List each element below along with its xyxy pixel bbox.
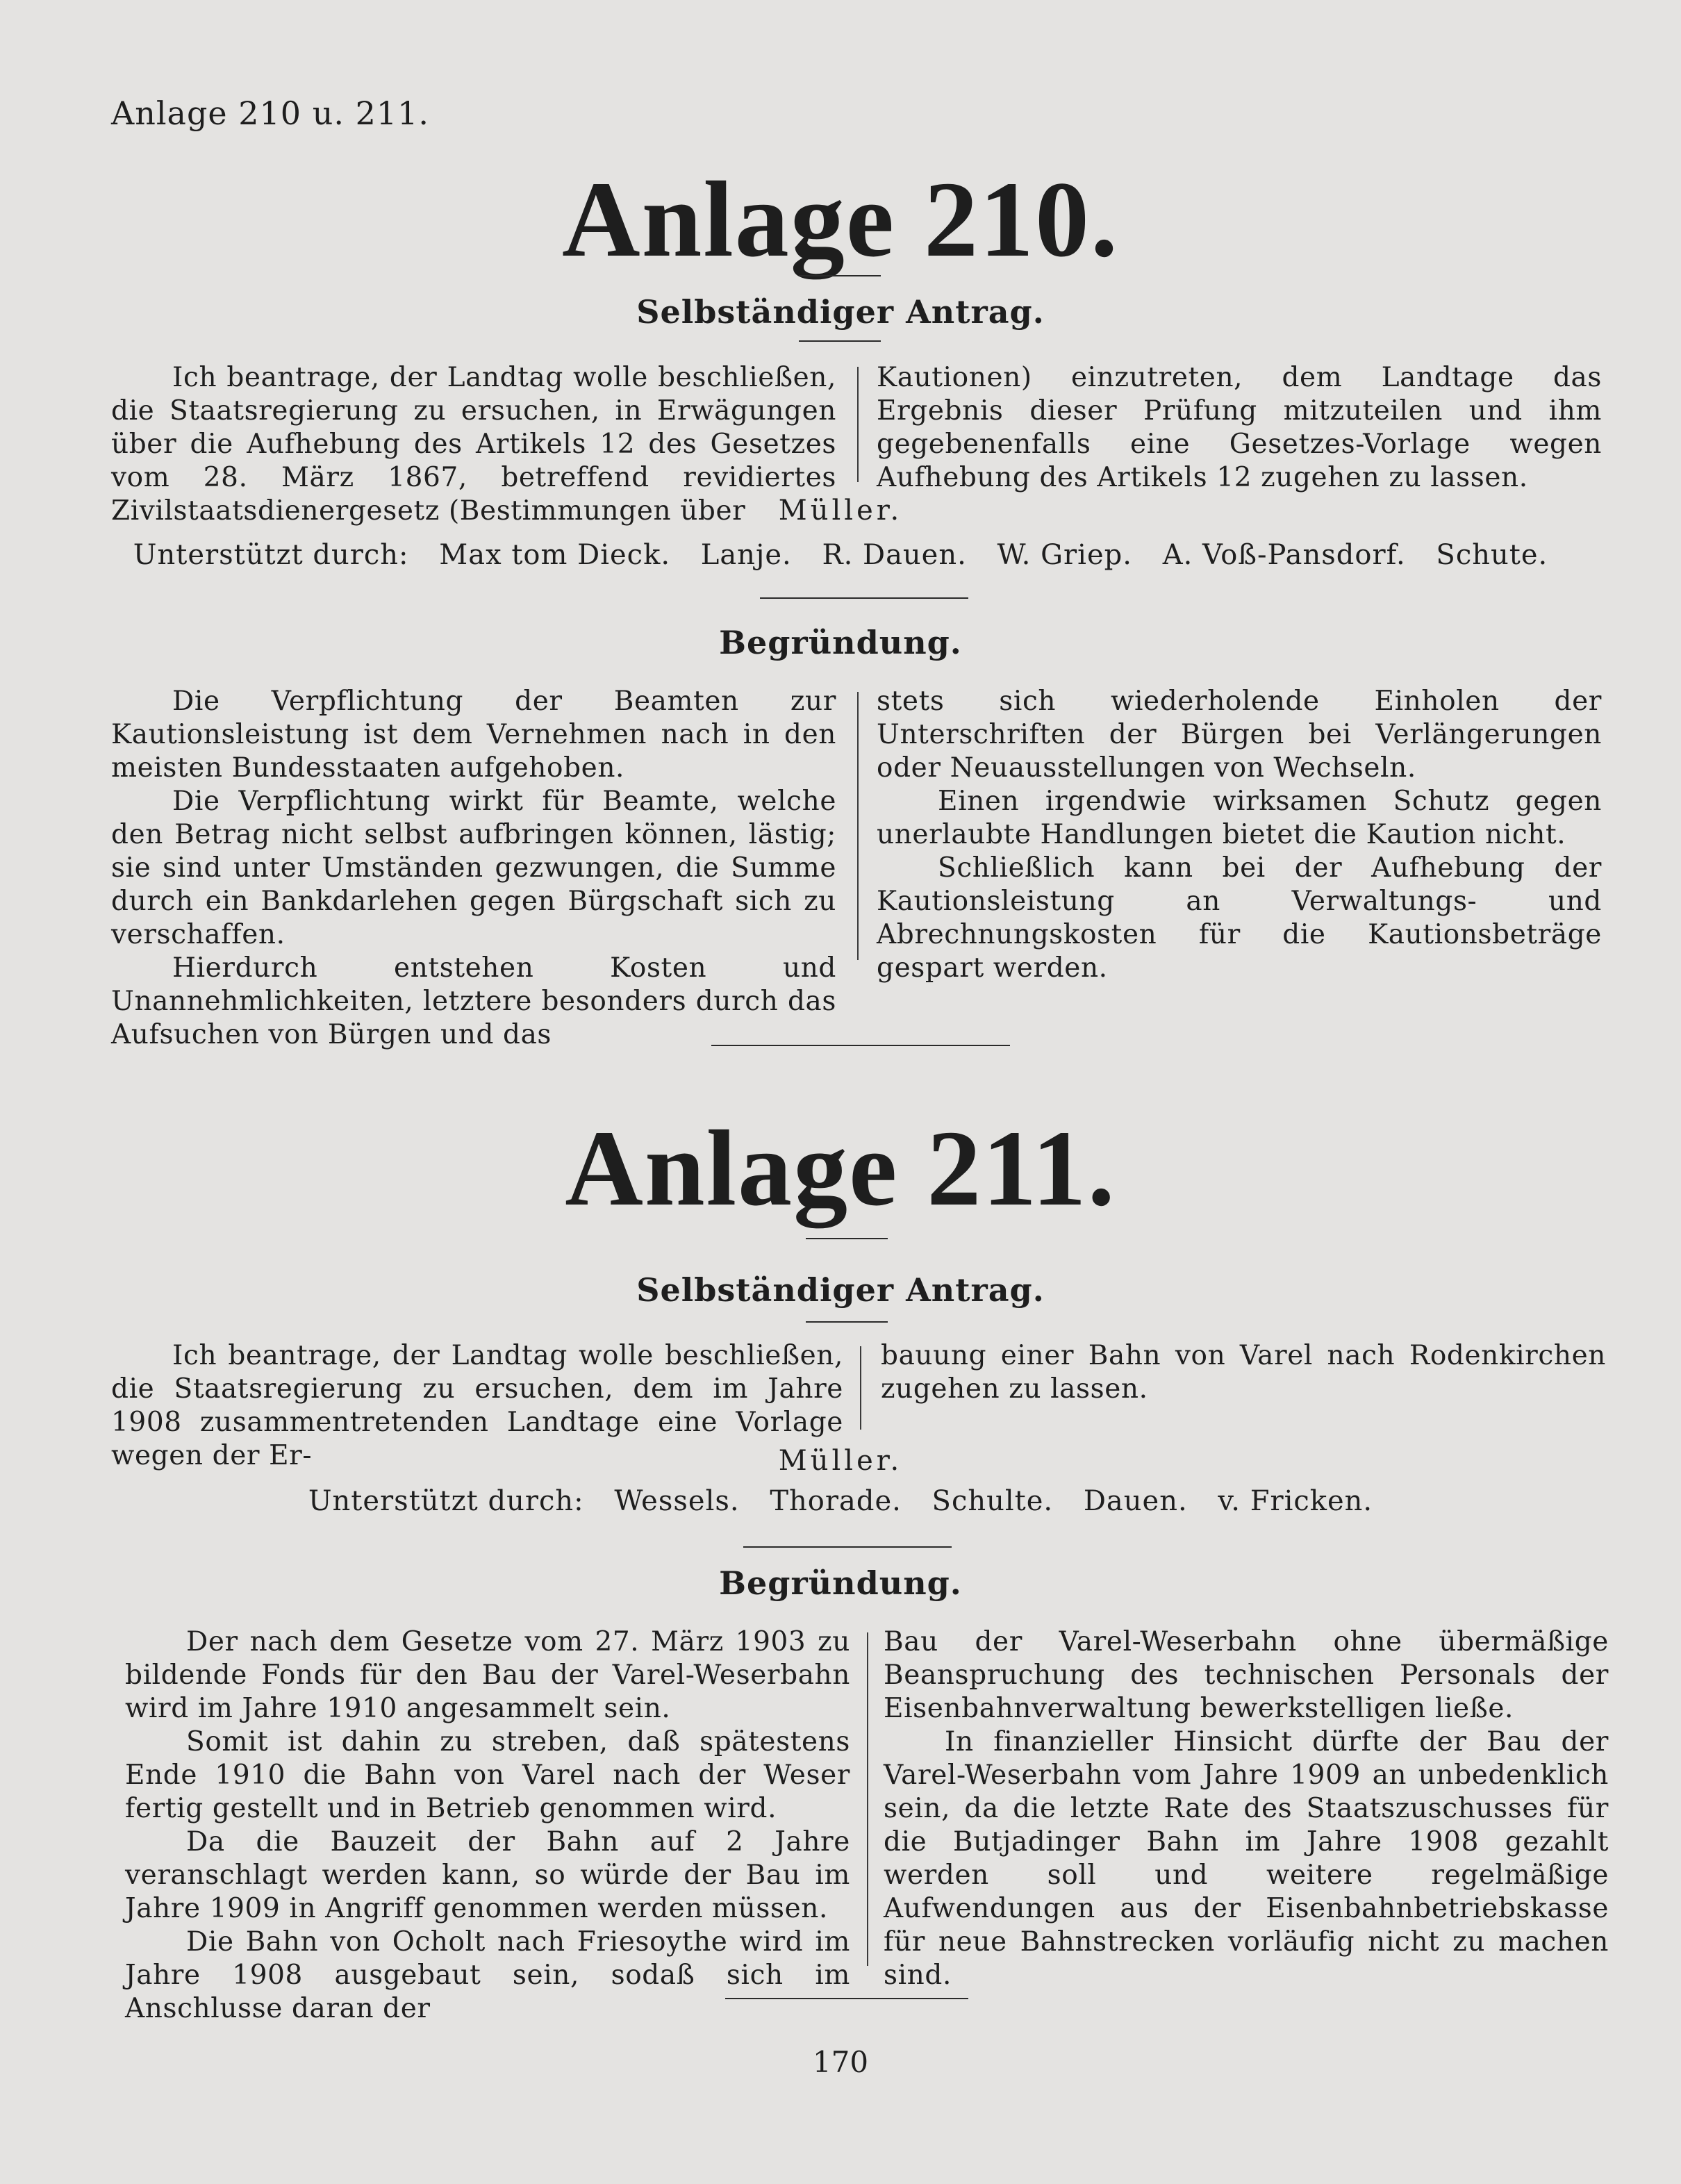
running-header: Anlage 210 u. 211. bbox=[111, 94, 429, 132]
anlage-210-reason-left bbox=[111, 685, 836, 1052]
page-number: 170 bbox=[812, 2045, 869, 2079]
reason-paragraph: Bau der Varel-Weserbahn ohne übermäßige Beanspruchung des technischen Personals der Eisenbahnverwaltung bewerkstelligen ließe. bbox=[884, 1626, 1609, 1724]
reason-paragraph: Die Verpflichtung wirkt für Beamte, welche den Betrag nicht selbst aufbringen können, lästig; sie sind unter Umständen gezwungen, die Summe durch ein Bankdarlehen gegen Bürgschaft sich zu verschaffen. bbox=[111, 786, 836, 950]
reason-paragraph: Hierdurch entstehen Kosten und Unannehmlichkeiten, letztere besonders durch das Aufsuchen von Bürgen und das bbox=[111, 952, 836, 1050]
anlage-211-signer: Müller. bbox=[778, 1445, 903, 1477]
motion-text: Ich beantrage, der Landtag wolle beschließen, die Staatsregierung zu ersuchen, in Erwägungen über die Aufhebung des Artikels 12 des Gesetzes vom 28. März 1867, betreffend revidiertes Zivilstaatsdienergesetz (Bestimmungen über bbox=[111, 362, 836, 527]
section-rule bbox=[760, 597, 968, 599]
reason-paragraph: stets sich wiederholende Einholen der Unterschriften der Bürgen bei Verlängerungen oder Neuausstellungen von Wechseln. bbox=[877, 686, 1602, 784]
supporter: Thorade. bbox=[770, 1485, 902, 1517]
anlage-210-subtitle: Selbständiger Antrag. bbox=[636, 293, 1045, 331]
supporter: v. Fricken. bbox=[1218, 1485, 1373, 1517]
anlage-210-reason-title: Begründung. bbox=[719, 624, 962, 661]
anlage-210-title: Anlage 210. bbox=[562, 159, 1119, 279]
anlage-210-signer: Müller. bbox=[778, 495, 903, 527]
subtitle-rule bbox=[799, 340, 881, 342]
section-separator bbox=[711, 1045, 1010, 1046]
subtitle-rule bbox=[806, 1321, 888, 1323]
column-divider bbox=[857, 692, 859, 960]
anlage-210-motion-right bbox=[877, 361, 1602, 495]
reason-paragraph: In finanzieller Hinsicht dürfte der Bau der Varel-Weserbahn vom Jahre 1909 an unbedenklich sein, da die letzte Rate des Staatszuschusses für die Butjadinger Bahn im Jahre 1908 gezahlt werden soll und weitere regelmäßige Aufwendungen aus der Eisenbahnbetriebskasse für neue Bahnstrecken vorläufig nicht zu machen sind. bbox=[884, 1726, 1609, 1991]
reason-paragraph: Somit ist dahin zu streben, daß spätestens Ende 1910 die Bahn von Varel nach der Weser fertig gestellt und in Betrieb genommen wird. bbox=[125, 1726, 850, 1824]
reason-paragraph: Der nach dem Gesetze vom 27. März 1903 zu bildende Fonds für den Bau der Varel-Weserbahn wird im Jahre 1910 angesammelt sein. bbox=[125, 1626, 850, 1724]
supported-label: Unterstützt durch: bbox=[133, 539, 409, 571]
anlage-211-subtitle: Selbständiger Antrag. bbox=[636, 1271, 1045, 1309]
column-divider bbox=[857, 367, 859, 482]
supported-label: Unterstützt durch: bbox=[308, 1485, 584, 1517]
footer-rule bbox=[725, 1998, 968, 1999]
motion-text: Kautionen) einzutreten, dem Landtage das Ergebnis dieser Prüfung mitzuteilen und ihm gegebenenfalls eine Gesetzes-Vorlage wegen Aufhebung des Artikels 12 zugehen zu lassen. bbox=[877, 362, 1602, 493]
title-rule bbox=[806, 1238, 888, 1239]
reason-paragraph: Da die Bauzeit der Bahn auf 2 Jahre veranschlagt werden kann, so würde der Bau im Jahre 1909 in Angriff genommen werden müssen. bbox=[125, 1826, 850, 1924]
anlage-211-title: Anlage 211. bbox=[565, 1108, 1116, 1228]
column-divider bbox=[860, 1346, 861, 1430]
reason-paragraph: Die Verpflichtung der Beamten zur Kautionsleistung ist dem Vernehmen nach in den meisten Bundesstaaten aufgehoben. bbox=[111, 686, 836, 784]
supporter: Dauen. bbox=[1083, 1485, 1188, 1517]
supporter: Schute. bbox=[1436, 539, 1548, 571]
anlage-211-reason-title: Begründung. bbox=[719, 1564, 962, 1602]
supporter: Schulte. bbox=[931, 1485, 1054, 1517]
section-rule bbox=[743, 1546, 952, 1548]
reason-paragraph: Einen irgendwie wirksamen Schutz gegen unerlaubte Handlungen bietet die Kaution nicht. bbox=[877, 786, 1602, 850]
anlage-211-supporters bbox=[0, 1485, 1681, 1517]
anlage-211-motion-right bbox=[881, 1339, 1606, 1406]
anlage-211-reason-right bbox=[884, 1625, 1609, 1992]
anlage-211-reason-left bbox=[125, 1625, 850, 2026]
supporter: A. Voß-Pansdorf. bbox=[1162, 539, 1406, 571]
column-divider bbox=[867, 1632, 868, 1966]
anlage-210-supporters bbox=[0, 539, 1681, 571]
anlage-210-reason-right bbox=[877, 685, 1602, 985]
supporter: Lanje. bbox=[700, 539, 792, 571]
motion-text: bauung einer Bahn von Varel nach Rodenkirchen zugehen zu lassen. bbox=[881, 1340, 1606, 1405]
reason-paragraph: Schließlich kann bei der Aufhebung der Kautionsleistung an Verwaltungs- und Abrechnungskosten für die Kautionsbeträge gespart werden. bbox=[877, 852, 1602, 984]
supporter: Wessels. bbox=[614, 1485, 740, 1517]
supporter: Max tom Dieck. bbox=[439, 539, 671, 571]
title-rule bbox=[799, 275, 881, 276]
motion-text: Ich beantrage, der Landtag wolle beschließen, die Staatsregierung zu ersuchen, dem im Jahre 1908 zusammentretenden Landtage eine Vorlage wegen der Er- bbox=[111, 1340, 843, 1471]
supporter: R. Dauen. bbox=[822, 539, 967, 571]
supporter: W. Griep. bbox=[997, 539, 1132, 571]
reason-paragraph: Die Bahn von Ocholt nach Friesoythe wird im Jahre 1908 ausgebaut sein, sodaß sich im Anschlusse daran der bbox=[125, 1926, 850, 2024]
